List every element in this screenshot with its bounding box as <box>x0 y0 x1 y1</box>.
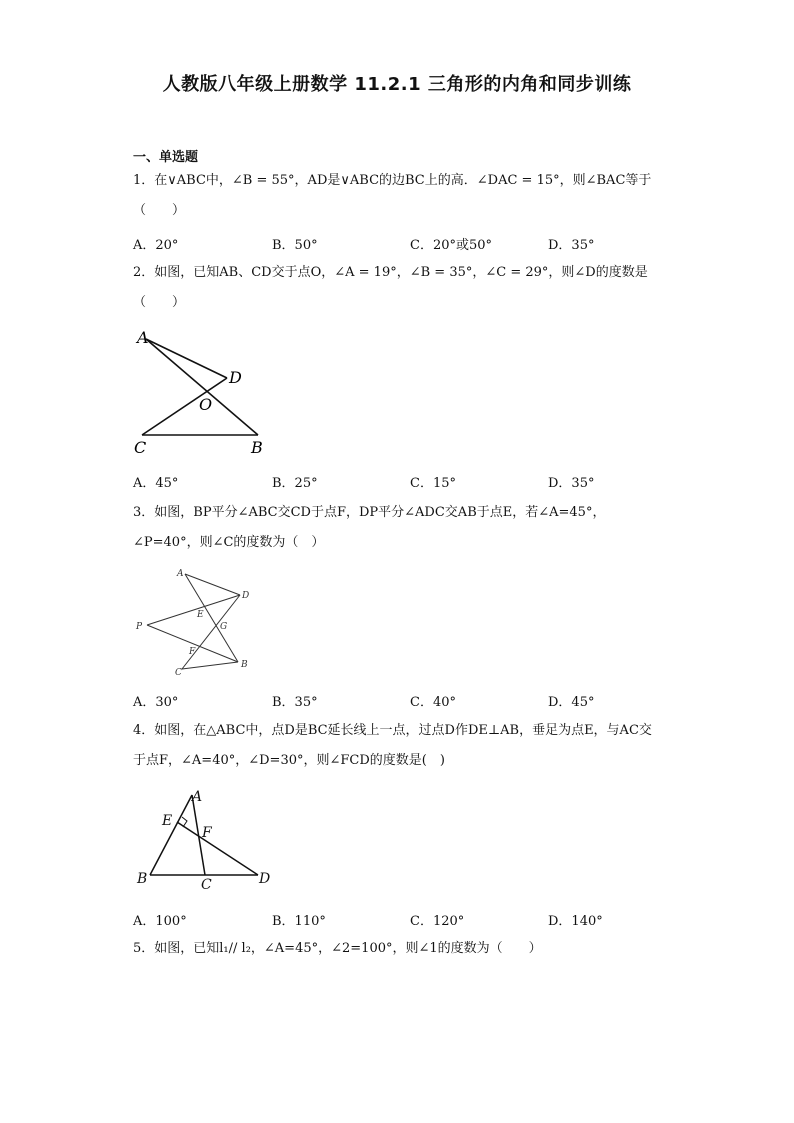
q3-label-a: A <box>177 569 184 579</box>
q2-label-b: B <box>251 438 263 457</box>
question-3-stem: 3．如图，BP平分∠ABC交CD于点F，DP平分∠ADC交AB于点E，若∠A=45°，∠P=40°，则∠C的度数为（ ） <box>133 505 606 550</box>
q3-label-e: E <box>197 610 204 620</box>
q3-option-a[interactable]: A．30° <box>133 695 179 710</box>
section-heading: 一、单选题 <box>133 150 199 165</box>
q1-option-a[interactable]: A．20° <box>133 238 179 253</box>
q3-option-d[interactable]: D．45° <box>548 695 595 710</box>
q4-label-f: F <box>202 825 212 841</box>
question-4-stem: 4．如图，在△ABC中，点D是BC延长线上一点，过点D作DE⊥AB，垂足为点E，与AC交于点F，∠A=40°，∠D=30°，则∠FCD的度数是( ) <box>133 723 652 768</box>
question-1-stem: 1．在∨ABC中，∠B = 55°，AD是∨ABC的边BC上的高．∠DAC = 15°，则∠BAC等于（ ） <box>133 173 652 218</box>
q4-option-d[interactable]: D．140° <box>548 914 603 929</box>
q3-label-g: G <box>220 622 228 632</box>
q4-label-b: B <box>137 871 148 887</box>
page-title: 人教版八年级上册数学 11.2.1 三角形的内角和同步训练 <box>162 74 632 95</box>
q3-label-f: F <box>189 647 196 657</box>
q2-option-d[interactable]: D．35° <box>548 476 595 491</box>
q4-option-c[interactable]: C．120° <box>410 914 465 929</box>
q2-option-a[interactable]: A．45° <box>133 476 179 491</box>
q1-option-d[interactable]: D．35° <box>548 238 595 253</box>
q2-label-a: A <box>137 328 149 347</box>
q4-label-d: D <box>259 871 271 887</box>
q3-option-b[interactable]: B．35° <box>272 695 318 710</box>
q3-label-d: D <box>242 591 250 601</box>
q2-option-b[interactable]: B．25° <box>272 476 318 491</box>
q4-label-c: C <box>201 877 212 893</box>
q3-label-b: B <box>241 660 248 670</box>
q4-option-b[interactable]: B．110° <box>272 914 326 929</box>
question-5-stem: 5．如图，已知l₁// l₂，∠A=45°，∠2=100°，则∠1的度数为（ ） <box>133 941 542 956</box>
q1-option-c[interactable]: C．20°或50° <box>410 238 493 253</box>
q4-label-e: E <box>162 813 173 829</box>
q4-label-a: A <box>192 789 203 805</box>
q1-option-b[interactable]: B．50° <box>272 238 318 253</box>
q2-label-c: C <box>134 438 147 457</box>
q3-label-p: P <box>136 622 143 632</box>
q3-option-c[interactable]: C．40° <box>410 695 456 710</box>
question-3-figure <box>130 562 260 680</box>
question-4-figure <box>130 783 280 895</box>
q2-option-c[interactable]: C．15° <box>410 476 456 491</box>
q4-option-a[interactable]: A．100° <box>133 914 187 929</box>
q2-label-o: O <box>199 395 213 414</box>
question-2-figure <box>130 325 270 460</box>
q3-label-c: C <box>175 668 182 678</box>
question-2-stem: 2．如图，已知AB、CD交于点O，∠A = 19°，∠B = 35°，∠C = 29°，则∠D的度数是（ ） <box>133 265 648 310</box>
q2-label-d: D <box>229 368 242 387</box>
